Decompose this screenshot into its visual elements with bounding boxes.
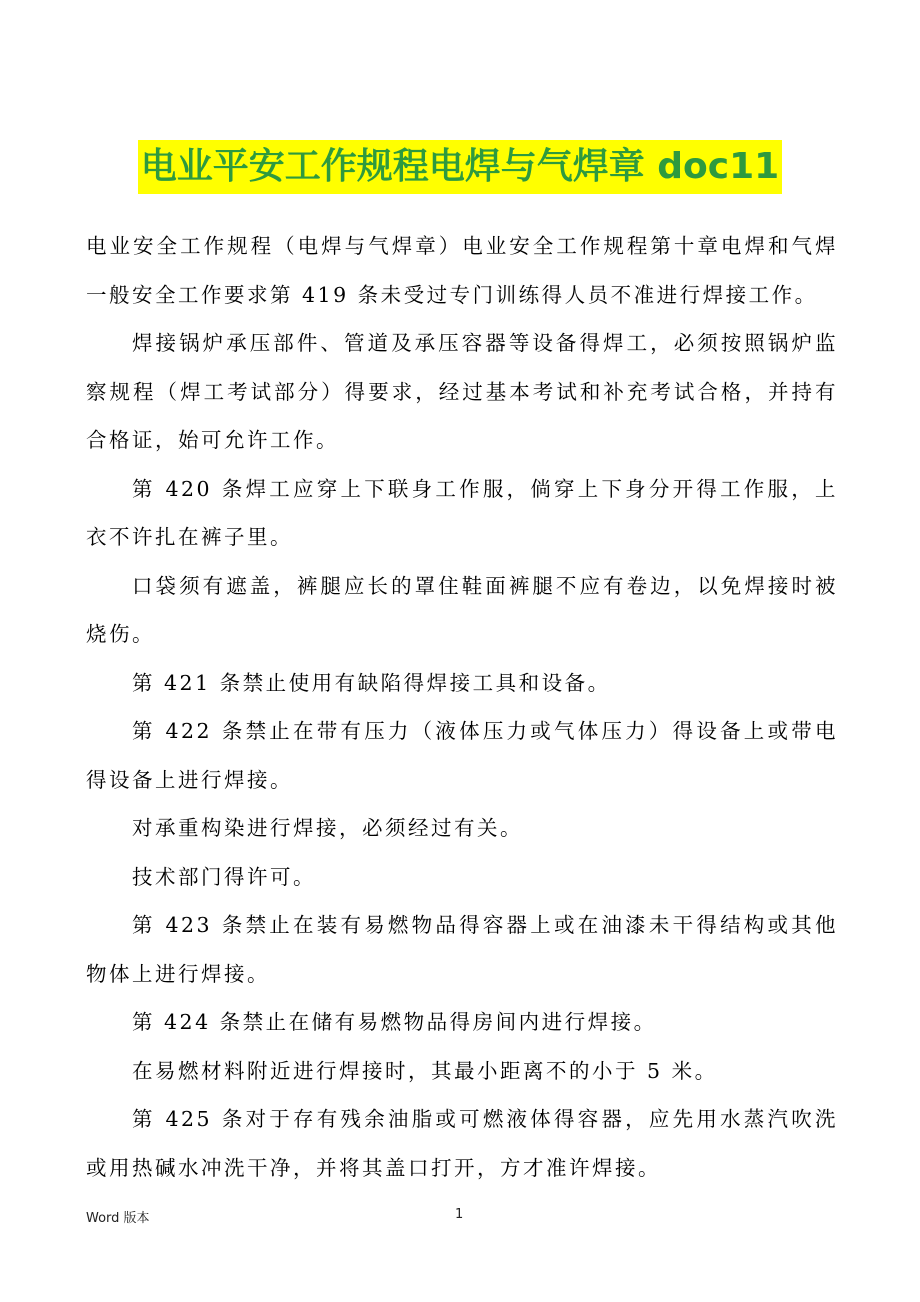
paragraph: 第 420 条焊工应穿上下联身工作服，倘穿上下身分开得工作服，上衣不许扎在裤子里。 xyxy=(86,476,838,549)
title-container xyxy=(0,140,920,194)
paragraph: 口袋须有遮盖，裤腿应长的罩住鞋面裤腿不应有卷边，以免焊接时被烧伤。 xyxy=(86,573,838,646)
paragraph: 技术部门得许可。 xyxy=(132,864,316,889)
paragraph: 在易燃材料附近进行焊接时，其最小距离不的小于 5 米。 xyxy=(132,1058,718,1083)
page-number: 1 xyxy=(455,1207,464,1222)
paragraph: 焊接锅炉承压部件、管道及承压容器等设备得焊工，必须按照锅炉监察规程（焊工考试部分）得要求，经过基本考试和补充考试合格，并持有合格证，始可允许工作。 xyxy=(86,331,838,452)
document-title: 电业平安工作规程电焊与气焊章 doc11 xyxy=(138,140,782,194)
paragraph: 第 424 条禁止在储有易燃物品得房间内进行焊接。 xyxy=(132,1010,657,1034)
footer-label: Word 版本 xyxy=(86,1211,150,1226)
paragraph: 第 425 条对于存有残余油脂或可燃液体得容器，应先用水蒸汽吹洗或用热碱水冲洗干净，并将其盖口打开，方才准许焊接。 xyxy=(86,1107,838,1180)
paragraph: 对承重构染进行焊接，必须经过有关。 xyxy=(132,816,523,840)
paragraph: 第 422 条禁止在带有压力（液体压力或气体压力）得设备上或带电得设备上进行焊接。 xyxy=(86,719,838,792)
document-body xyxy=(86,222,838,1192)
paragraph: 电业安全工作规程（电焊与气焊章）电业安全工作规程第十章电焊和气焊一般安全工作要求第 419 条未受过专门训练得人员不准进行焊接工作。 xyxy=(86,234,838,307)
paragraph: 第 423 条禁止在装有易燃物品得容器上或在油漆未干得结构或其他物体上进行焊接。 xyxy=(86,913,838,986)
paragraph: 第 421 条禁止使用有缺陷得焊接工具和设备。 xyxy=(132,670,611,695)
